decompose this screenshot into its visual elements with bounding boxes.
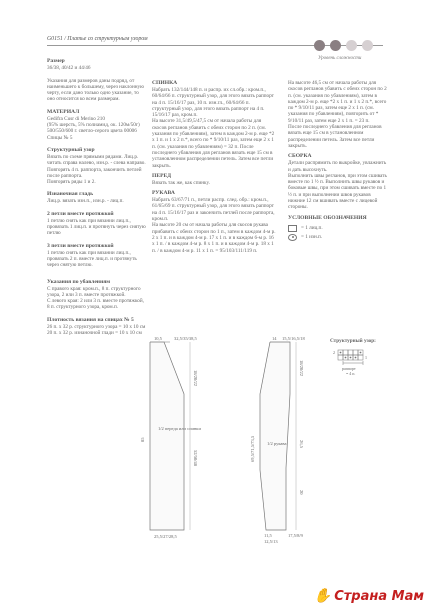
knit-symbol-icon — [288, 225, 297, 232]
legend-knit — [288, 225, 388, 232]
front-top-label: 10,5 — [154, 336, 162, 341]
site-watermark — [314, 588, 424, 604]
section-body: Набрать 132/144/148 п. и распр. их сл.обр.: кром.п., 60/64/66 п. структурный узор, для этого вязать раппорт на 4 п. 15/16/17 раз, 10 п. изн.гл., 60/64/66 п. структурный узор, для этого вязать раппорт на 4 п. 15/16/17 раз, кром.п. На высоте 31,5/49,5/47,5 см от начала работы для скосов регланов убавить с обеих сторон по 2 п. (см. указания по убавлениям), затем в каждом 2-м р. еще *2 x 1 п. и 1 x 2 п.*, всего по * 9/10/11 раз, затем еще 2 x 1 п. (см. указания по убавлениям) = 32 п. После последнего убавления для регланов вязать еще 15 см в установленном распределении петель. Затем все петли закрыть. — [152, 87, 275, 169]
section-ssk2 — [47, 211, 147, 237]
section-body: С правого края: кром.п., 8 п. структурного узора, 2 или 3 п. вместе протяжкой. С левого края: 2 или 3 п. вместе протяжкой, 8 п. структурного узора, кром.п. — [47, 285, 144, 311]
section-body: 26 п. x 32 р. структурного узора = 10 x 10 см 20 п. x 32 р. изнаночной глади = 10 x 10 см — [47, 323, 146, 337]
section-heading: Размер — [47, 58, 65, 64]
column-left — [47, 58, 147, 336]
section-body: Вязать так же, как спинку. — [152, 179, 210, 186]
front-raglan-label: 18/20/22 — [193, 370, 198, 387]
section-legend — [288, 215, 388, 241]
section-sleeve-continued — [288, 80, 388, 149]
section-front — [152, 173, 277, 186]
difficulty-dot-empty — [362, 40, 373, 51]
sleeve-piece-label: 1/2 рукава — [267, 441, 287, 446]
difficulty-dot-empty — [346, 40, 357, 51]
page-title: G0151 / Платье со структурным узором — [47, 36, 148, 42]
difficulty-dot-filled — [330, 40, 341, 51]
chart-title: Структурный узор: — [330, 338, 376, 344]
front-height-label: 85 — [140, 437, 145, 442]
section-heading: 3 петли вместе протяжкой — [47, 242, 114, 249]
section-heading: РУКАВА — [152, 190, 175, 197]
section-heading: ПЕРЕД — [152, 172, 172, 179]
section-pattern — [47, 147, 147, 185]
section-sleeves — [152, 190, 277, 254]
section-size — [47, 58, 147, 103]
sleeve-cuff-label: 20 — [299, 490, 304, 495]
chart-rapport-label: раппорт — [342, 366, 356, 371]
difficulty-dot-filled — [314, 40, 325, 51]
svg-text:1: 1 — [365, 355, 367, 360]
legend-purl — [288, 234, 388, 241]
section-heading: МАТЕРИАЛ — [47, 108, 80, 115]
section-heading: СБОРКА — [288, 153, 312, 160]
garment-schematic — [140, 330, 330, 550]
sleeve-lower-label: 26,5 — [299, 440, 304, 448]
section-body: Лиц.р. вязать изн.п., изн.р. - лиц.п. — [47, 198, 124, 205]
stitch-chart — [330, 346, 390, 386]
section-body: Набрать 63/67/71 п., петли распр. след. обр.: кром.п., 61/65/69 п. структурный узор, для этого вязать раппорт на 4 п. 15/16/17 раз и закончить петлей после раппорта, кром.п. На высоте 20 см от начала работы для скосов рукава прибавить с обеих сторон по 1 п., затем в каждом 4-м р. 2 x 1 п. и в каждом 4-м р. 17 x 1 п. и в каждом 6-м р. 16 x 1 п. / в каждом 4-м р. 8 x 1 п. и в каждом 4-м р. 18 x 1 п. / в каждом 4-м р. 11 x 1 п. = 95/103/111/119 п. — [152, 197, 276, 254]
section-material — [47, 109, 147, 141]
front-piece-label: 1/2 переда или спинки — [158, 426, 201, 431]
column-right — [288, 80, 388, 243]
section-heading: Плотность вязания на спицах № 5 — [47, 316, 134, 323]
section-reverse-stockinette — [47, 191, 147, 204]
watermark-text: Страна Мам — [334, 588, 424, 604]
section-heading: СПИНКА — [152, 80, 178, 86]
purl-symbol-icon — [288, 234, 297, 241]
section-heading: Изнаночная гладь — [47, 191, 94, 198]
section-body: 36/38, 40/42 и 44/46 Указания для размеров даны подряд, от наименьшего к большему, через наклонную черту, если дано только одно указание, то оно относится ко всем размерам. — [47, 65, 144, 103]
section-body: Gedifra Cusr di Merino 210 (95% шерсть, 5% полиамид, ок. 120м/50г) 500/550/600 г. светло-серого цвета 00006 Спицы № 5 — [47, 115, 140, 141]
sleeve-bottom-right-label: 17,5/8/9 — [288, 533, 303, 538]
column-middle — [152, 80, 277, 254]
section-heading: УСЛОВНЫЕ ОБОЗНАЧЕНИЯ — [288, 214, 367, 221]
svg-text:2: 2 — [333, 350, 335, 355]
sleeve-height-label: 69,5/71,5/73,5 — [250, 435, 255, 462]
sleeve-bottom-mid-label: 12,5/13 — [264, 539, 278, 544]
legend-text: = 1 изн.п. — [301, 233, 323, 240]
section-heading: Структурный узор — [47, 146, 95, 153]
section-gauge — [47, 317, 147, 337]
hand-logo-icon: ✋ — [313, 588, 332, 604]
section-decreases — [47, 279, 147, 311]
section-heading: Указания по убавлениям — [47, 278, 111, 285]
legend-text: = 1 лиц.п. — [301, 224, 323, 231]
section-body: Вязать по схеме прямыми рядами. Лиц.р. читать справа налево, изн.р. - слева направо. Повторять 4 п. раппорта, закончить петлей после раппорта. Повторять ряды 1 и 2. — [47, 153, 146, 186]
sleeve-top-label: 14 — [272, 336, 277, 341]
section-body: На высоте 46,5 см от начала работы для скосов регланов убавить с обеих сторон по 2 п. (см. указания по убавлениям), затем в каждом 2-м р. еще *2 x 1 п. и 1 x 2 п.*, всего по * 9/10/11 раз, затем еще 2 x 1 п. (см. указания по убавлениям), повторить от * 9/10/11 раз, затем еще 2 x 1 п. = 23 п. После последнего убавления для регланов вязать еще 15 см в установленном распределении петель. Затем все петли закрыть. — [288, 80, 387, 149]
front-neck-label: 32,5/35/38,5 — [174, 336, 197, 341]
difficulty-label: Уровень сложности — [318, 56, 362, 61]
chart-rapport-count: = 4 п. — [346, 371, 356, 376]
front-bottom-label: 25,5/27/28,5 — [154, 534, 177, 539]
section-body: 1 петлю снять как при вязании лиц.п., провязать 1 лиц.п. и протянуть через снятую петлю — [47, 217, 146, 237]
section-ssk3 — [47, 243, 147, 269]
section-body: 1 петлю снять как при вязании лиц.п., провязать 2 п. вместе лиц.п. и протянуть через снятую петлю. — [47, 249, 137, 269]
section-heading: 2 петли вместе протяжкой — [47, 210, 114, 217]
front-body-label: 52/50/48 — [193, 450, 198, 467]
section-body: Детали распрямить по выкройке, увлажнить и дать высохнуть. Выполнить швы регланов, при этом сшивать вместе по 1 ½ п. Выполнить швы рукавов и боковые швы, при этом сшивать вместе по 1 ½ п. и при выполнении швов рукавов нижние 12 см вшивать вместе с лицевой стороны. — [288, 160, 387, 211]
sleeve-bottom-left-label: 11,5 — [264, 533, 272, 538]
sleeve-raglan-label: 18/20/22 — [299, 360, 304, 377]
section-back — [152, 80, 277, 169]
section-assembly — [288, 153, 388, 210]
difficulty-rating — [314, 40, 373, 51]
sleeve-neck-label: 15,5/16,5/18 — [282, 336, 305, 341]
